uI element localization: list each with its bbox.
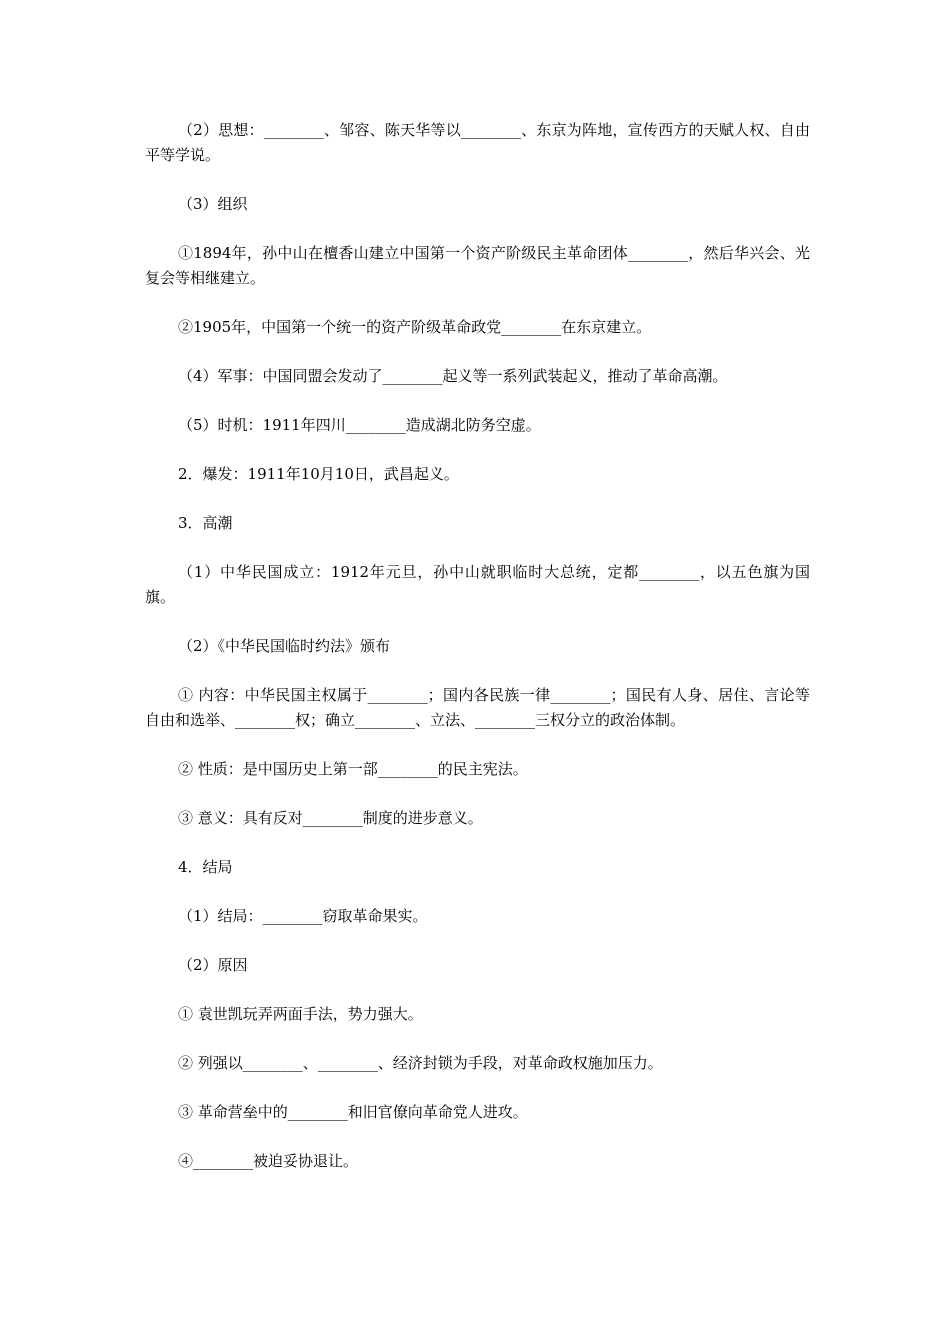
paragraph-reason-1: ① 袁世凯玩弄两面手法，势力强大。 (178, 1005, 423, 1023)
paragraph-tongmenghui: ②1905年，中国第一个统一的资产阶级革命政党________在东京建立。 (178, 318, 652, 336)
paragraph-reason-4: ④________被迫妥协退让。 (178, 1152, 359, 1170)
paragraph-reason-2: ② 列强以________、________、经济封锁为手段，对革命政权施加压力。 (178, 1054, 663, 1072)
heading-outbreak: 2．爆发：1911年10月10日，武昌起义。 (178, 465, 459, 483)
paragraph-military: （4）军事：中国同盟会发动了________起义等一系列武装起义，推动了革命高潮。 (178, 367, 728, 385)
paragraph-timing: （5）时机：1911年四川________造成湖北防务空虚。 (178, 416, 541, 434)
paragraph-significance: ③ 意义：具有反对________制度的进步意义。 (178, 809, 483, 827)
heading-reasons: （2）原因 (178, 956, 248, 974)
paragraph-founding: （1）中华民国成立：1912年元旦，孙中山就职临时大总统，定都________，以五色旗为国旗。 (145, 563, 810, 606)
heading-provisional-constitution: （2）《中华民国临时约法》颁布 (178, 637, 391, 655)
paragraph-nature: ② 性质：是中国历史上第一部________的民主宪法。 (178, 760, 528, 778)
paragraph-outcome: （1）结局：________窃取革命果实。 (178, 907, 428, 925)
heading-outcome: 4．结局 (178, 858, 233, 876)
heading-organization: （3）组织 (178, 195, 248, 213)
paragraph-reason-3: ③ 革命营垒中的________和旧官僚向革命党人进攻。 (178, 1103, 528, 1121)
paragraph-ideology: （2）思想：________、邹容、陈天华等以________、东京为阵地，宣传西方的天赋人权、自由平等学说。 (145, 121, 810, 164)
paragraph-content: ① 内容：中华民国主权属于________；国内各民族一律________；国民有人身、居住、言论等自由和选举、________权；确立________、立法、________三权分立的政治体制。 (145, 686, 810, 729)
document-page (145, 118, 810, 1174)
paragraph-xingzhonghui: ①1894年，孙中山在檀香山建立中国第一个资产阶级民主革命团体________，然后华兴会、光复会等相继建立。 (145, 244, 810, 287)
heading-climax: 3．高潮 (178, 514, 233, 532)
